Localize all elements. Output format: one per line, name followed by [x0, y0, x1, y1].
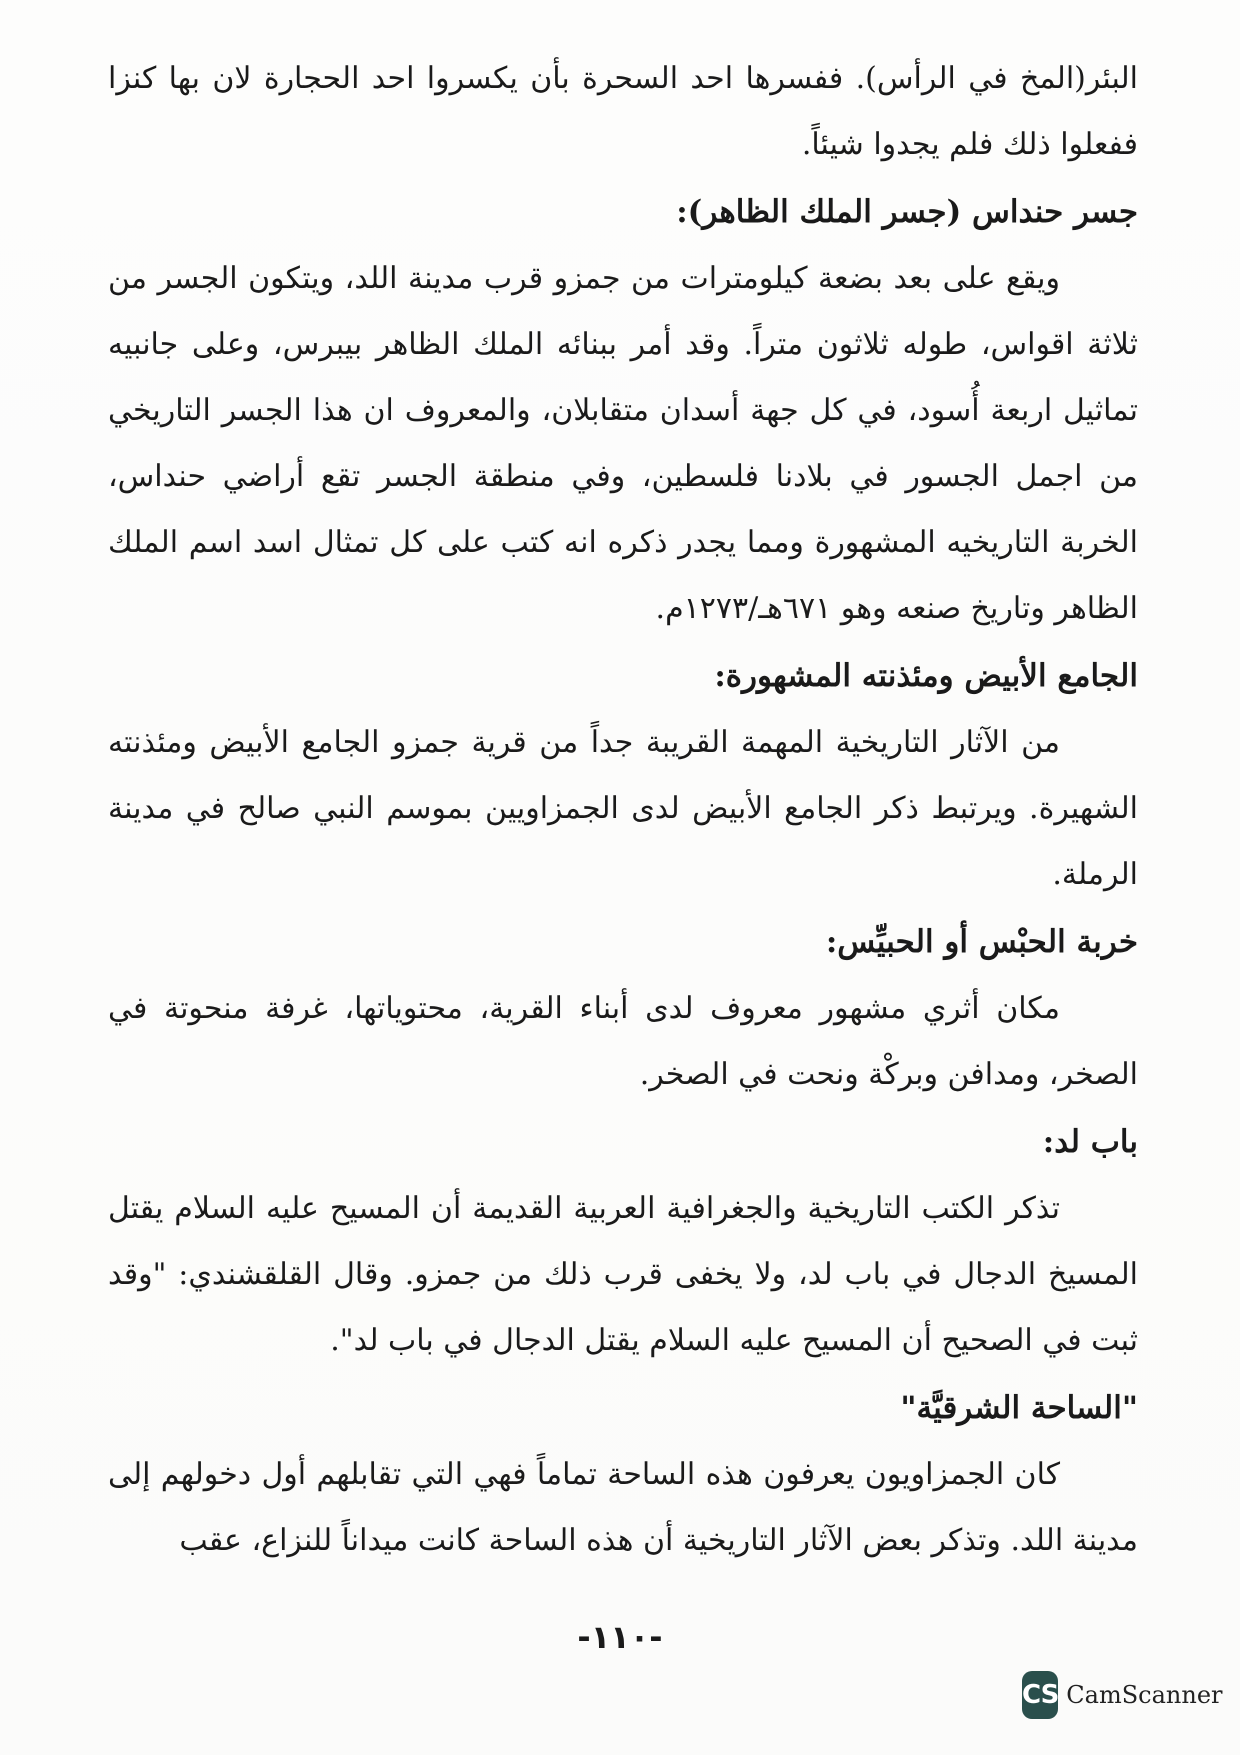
paragraph-khirbet-habs: مكان أثري مشهور معروف لدى أبناء القرية، محتوياتها، غرفة منحوتة في الصخر، ومدافن وبركْة ونحت في الصخر. — [108, 991, 1138, 1092]
paragraph-handas-bridge: ويقع على بعد بضعة كيلومترات من جمزو قرب مدينة اللد، ويتكون الجسر من ثلاثة اقواس، طوله ثلاثون متراً. وقد أمر ببنائه الملك الظاهر بيبرس، وعلى جانبيه تماثيل اربعة أُسود، في كل جهة أسدان متقابلان، والمعروف ان هذا الجسر التاريخي من اجمل الجسور في بلادنا فلسطين، وفي منطقة الجسر تقع أراضي حنداس، الخربة التاريخيه المشهورة ومما يجدر ذكره انه كتب على كل تمثال اسد اسم الملك الظاهر وتاريخ صنعه وهو ٦٧١هـ/١٢٧٣م. — [108, 261, 1138, 626]
heading-bab-lod: باب لد: — [1042, 1124, 1138, 1160]
camscanner-logo-icon: CS — [1022, 1671, 1058, 1719]
heading-handas-bridge: جسر حنداس (جسر الملك الظاهر): — [676, 194, 1138, 230]
heading-khirbet-habs: خربة الحبْس أو الحبيِّس: — [825, 924, 1138, 960]
page-content — [108, 46, 1138, 1574]
paragraph-white-mosque: من الآثار التاريخية المهمة القريبة جداً من قرية جمزو الجامع الأبيض ومئذنته الشهيرة. ويرتبط ذكر الجامع الأبيض لدى الجمزاويين بموسم النبي صالح في مدينة الرملة. — [108, 725, 1138, 892]
camscanner-watermark — [1022, 1668, 1223, 1722]
paragraph-eastern-square: كان الجمزاويون يعرفون هذه الساحة تماماً فهي التي تقابلهم أول دخولهم إلى مدينة اللد. وتذكر بعض الآثار التاريخية أن هذه الساحة كانت ميداناً للنزاع، عقب — [108, 1457, 1138, 1558]
page-number: -١١٠- — [577, 1618, 663, 1656]
heading-eastern-square: "الساحة الشرقيَّة" — [900, 1390, 1138, 1426]
paragraph-intro: البئر(المخ في الرأس). ففسرها احد السحرة بأن يكسروا احد الحجارة لان بها كنزا ففعلوا ذلك فلم يجدوا شيئاً. — [108, 61, 1138, 162]
paragraph-bab-lod: تذكر الكتب التاريخية والجغرافية العربية القديمة أن المسيح عليه السلام يقتل المسيخ الدجال في باب لد، ولا يخفى قرب ذلك من جمزو. وقال القلقشندي: "وقد ثبت في الصحيح أن المسيح عليه السلام يقتل الدجال في باب لد". — [108, 1191, 1138, 1358]
heading-white-mosque: الجامع الأبيض ومئذنته المشهورة: — [714, 658, 1138, 694]
camscanner-label: CamScanner — [1066, 1681, 1223, 1709]
